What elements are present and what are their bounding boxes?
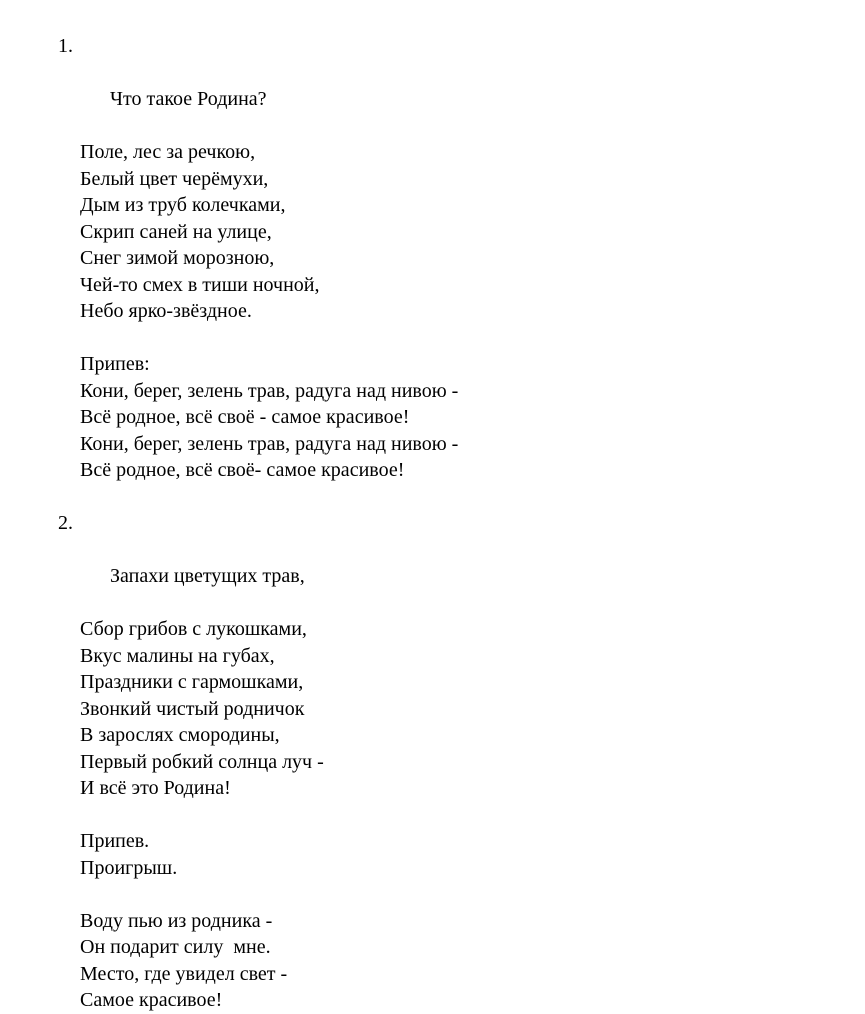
lyric-line: Небо ярко-звёздное. (80, 300, 252, 322)
refrain-label: Припев. (80, 830, 150, 852)
lyric-text: Запахи цветущих трав, (110, 565, 305, 587)
lyric-line (58, 510, 825, 616)
lyric-line: Кони, берег, зелень трав, радуга над нивою - (80, 432, 459, 455)
verse-1 (58, 33, 825, 325)
outro (58, 908, 825, 1014)
interlude (58, 828, 825, 881)
lyric-line: Место, где увидел свет - (80, 962, 288, 985)
lyric-text: Что такое Родина? (110, 88, 267, 110)
lyric-line: Кони, берег, зелень трав, радуга над нивою - (80, 379, 459, 402)
lyric-line: Сбор грибов с лукошками, (80, 618, 307, 640)
lyric-line: Снег зимой морозною, (80, 247, 275, 269)
lyric-line: Чей-то смех в тиши ночной, (80, 273, 320, 296)
lyric-line: Вкус малины на губах, (80, 644, 275, 667)
verse-1-number: 1. (58, 35, 73, 57)
lyric-line: Поле, лес за речкою, (80, 141, 256, 163)
lyric-line: Воду пью из родника - (80, 909, 273, 932)
lyric-line: И всё это Родина! (80, 777, 231, 799)
refrain-label: Припев: (80, 353, 150, 375)
verse-2-number: 2. (58, 512, 73, 534)
verse-2 (58, 510, 825, 802)
lyric-line: Всё родное, всё своё- самое красивое! (80, 459, 405, 481)
lyric-line: Звонкий чистый родничок (80, 697, 305, 720)
lyric-line: В зарослях смородины, (80, 724, 280, 746)
lyric-line: Скрип саней на улице, (80, 220, 272, 243)
lyric-line: Дым из труб колечками, (80, 194, 286, 216)
interlude-label: Проигрыш. (80, 856, 178, 879)
lyric-line: Белый цвет черёмухи, (80, 167, 269, 190)
lyric-line: Самое красивое! (80, 989, 223, 1011)
lyric-line: Первый робкий солнца луч - (80, 750, 324, 773)
lyric-line: Праздники с гармошками, (80, 671, 304, 693)
lyric-line: Всё родное, всё своё - самое красивое! (80, 406, 410, 428)
lyric-line: Он подарит силу мне. (80, 936, 271, 958)
lyric-line (58, 33, 825, 139)
refrain-1 (58, 351, 825, 484)
